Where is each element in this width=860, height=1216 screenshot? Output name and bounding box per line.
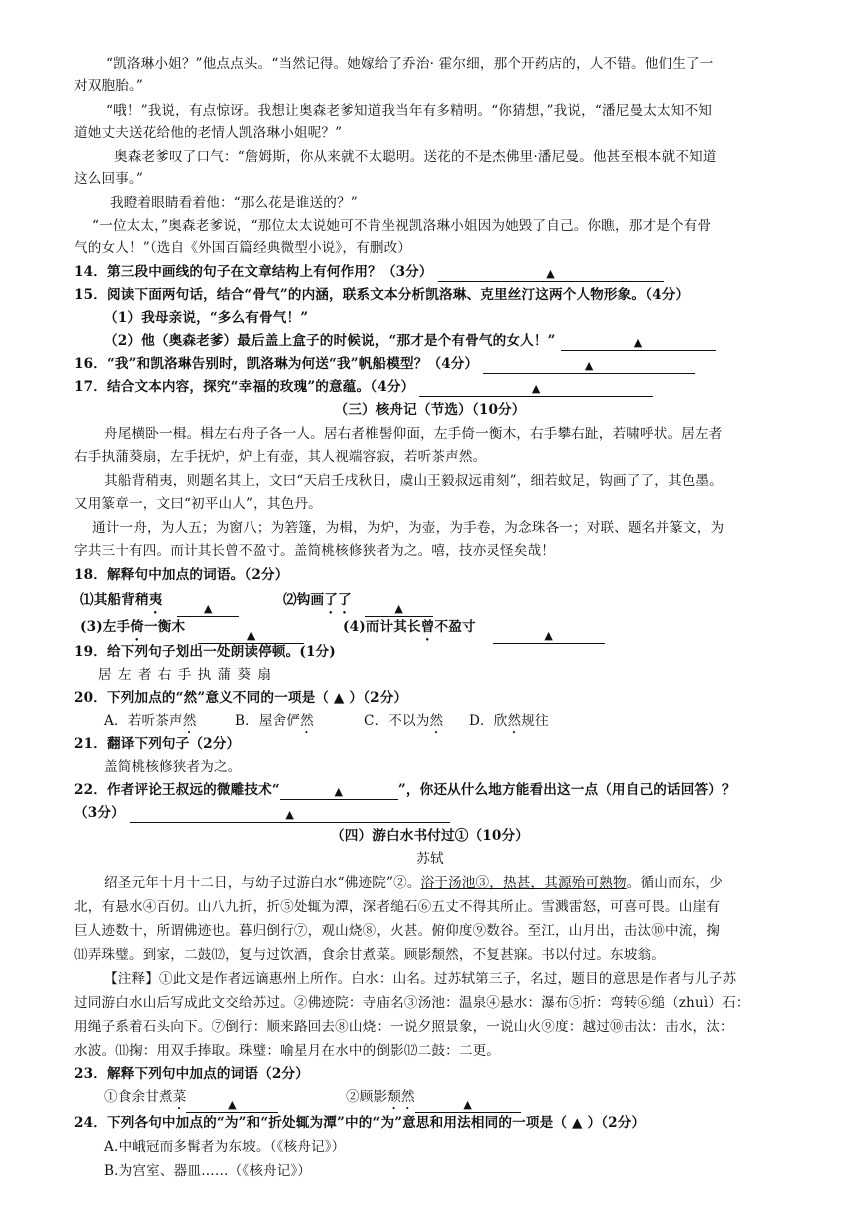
passage-line: “哦！”我说，有点惊讶。我想让奥森老爹知道我当年有多精明。“你猜想，”我说，“潘尼曼太太知不知 [106,103,712,119]
answer-blank[interactable]: ▲ [438,263,664,282]
answer-blank[interactable]: ▲ [186,1094,278,1113]
question-15: 15．阅读下面两句话，结合“骨气”的内涵，联系文本分析凯洛琳、克里丝汀这两个人物形象。（4分） [74,287,690,303]
passage-line: “凯洛琳小姐？”他点点头。“当然记得。她嫁给了乔治· 霍尔细，那个开药店的，人不错。他们生了一 [106,56,714,72]
question-19: 19．给下列句子划出一处朗读停顿。(1分) [74,644,336,660]
question-18-item-1: ⑴其船背稍夷 ▲ [80,590,239,617]
question-19-sentence: 居 左 者 右 手 执 蒲 葵 扇 [98,667,272,683]
question-23-item-2: ②顾影颓然 ▲ [346,1087,521,1113]
passage-line: 巨人迹数十，所谓佛迹也。暮归倒行⑦，观山烧⑧，火甚。俯仰度⑨数谷。至江，山月出，击汰⑩中流，掬 [74,923,720,939]
note-line: 水波。⑾掬：用双手捧取。珠璧：喻星月在水中的倒影⑿二鼓：二更。 [74,1043,501,1059]
answer-blank[interactable]: ▲ [419,378,653,397]
passage-line: 这么回事。” [74,171,144,187]
question-21: 21．翻译下列句子（2分） [74,736,241,752]
option-b[interactable]: B．屋舍俨然 [235,713,314,729]
passage-line: 我瞪着眼睛看着他：“那么花是谁送的？” [110,195,358,211]
option-c[interactable]: C．不以为然 [364,713,444,729]
passage-line: 北，有悬水④百仞。山八九折，折⑤处辄为潭，深者缒石⑥五丈不得其所止。雪溅雷怒，可喜可畏。山崖有 [74,899,720,915]
question-15-sentence-1: （1）我母亲说，“多么有骨气！” [104,310,309,326]
answer-blank[interactable]: ▲ [415,1094,521,1113]
passage-line: ⑾弄珠璧。到家，二鼓⑿，复与过饮酒，食余甘煮菜。顾影颓然，不复甚寐。书以付过。东坡翁。 [74,947,665,963]
passage-line: 气的女人！”（选自《外国百篇经典微型小说》，有删改） [74,240,412,256]
option-d[interactable]: D．欣然规往 [469,713,549,729]
passage-line: 其船背稍夷，则题名其上，文曰“天启壬戌秋日，虞山王毅叔远甫刻”，细若蚊足，钩画了了，其色墨。 [104,473,723,489]
question-18-item-3: (3)左手倚一衡木 ▲ [80,617,304,644]
underlined-sentence: 浴于汤池③，热甚，其源殆可熟物 [420,875,627,891]
question-15-sentence-2: （2）他（奥森老爹）最后盖上盒子的时候说，“那才是个有骨气的女人！” ▲ [104,331,716,351]
passage-line: 通计一舟，为人五；为窗八；为箬篷，为楫，为炉，为壶，为手卷，为念珠各一；对联、题名并篆文，为 [92,520,725,536]
question-21-sentence: 盖简桃核修狭者为之。 [104,759,242,775]
answer-blank[interactable]: ▲ [483,355,695,374]
question-24: 24．下列各句中加点的“为”和“折处辄为潭”中的“为”意思和用法相同的一项是（ ▲ ）（2分） [74,1115,646,1131]
question-23-item-1: ①食余甘煮菜 ▲ [104,1087,278,1113]
passage-line: “一位太太，”奥森老爹说，“那位太太说她可不肯坐视凯洛琳小姐因为她毁了自己。你瞧，那才是个有骨 [92,218,712,234]
question-18: 18．解释句中加点的词语。（2分） [74,567,289,583]
question-18-item-2: ⑵钩画了了 ▲ [283,590,433,617]
passage-line: 舟尾横卧一楫。楫左右舟子各一人。居右者椎髻仰面，左手倚一衡木，右手攀右趾，若啸呼状。居左者 [104,426,723,442]
answer-blank[interactable]: ▲ [365,598,433,617]
answer-blank[interactable]: ▲ [280,781,398,800]
answer-blank[interactable]: ▲ [493,625,605,644]
note-line: 用绳子系着石头向下。⑦倒行：顺来路回去⑧山烧：一说夕照景象，一说山火⑨度：越过⑩击汰：击水，汰： [74,1019,734,1035]
question-20: 20．下列加点的“然”意义不同的一项是（ ▲ ）（2分） [74,690,408,706]
passage-line: 字共三十有四。而计其长曾不盈寸。盖简桃核修狭者为之。嘻，技亦灵怪矣哉！ [74,543,556,559]
option-a[interactable]: A．若听茶声然 [104,713,197,729]
section-title: （三）核舟记（节选）（10分） [334,402,526,418]
passage-line: 绍圣元年十月十二日，与幼子过游白水“佛迹院”②。浴于汤池③，热甚，其源殆可熟物。循山而东，少 [104,875,723,891]
answer-blank[interactable]: ▲ [177,598,239,617]
question-16: 16．“我”和凯洛琳告别时，凯洛琳为何送“我”帆船模型？（4分） ▲ [74,354,695,374]
question-17: 17．结合文本内容，探究“幸福的玫瑰”的意蕴。（4分） ▲ [74,377,653,397]
author: 苏轼 [416,851,444,867]
question-14: 14．第三段中画线的句子在文章结构上有何作用？（3分） ▲ [74,262,664,282]
passage-line: 奥森老爹叹了口气：“詹姆斯，你从来就不太聪明。送花的不是杰佛里·潘尼曼。他甚至根本就不知道 [114,149,717,165]
answer-blank[interactable]: ▲ [561,332,716,351]
passage-line: 道她丈夫送花给他的老情人凯洛琳小姐呢？” [74,125,343,141]
question-23: 23．解释下列句中加点的词语（2分） [74,1066,309,1082]
question-22: 22．作者评论王叔远的微雕技术“ ▲ ”，你还从什么地方能看出这一点（用自己的话回答）？ [74,782,736,798]
option-a[interactable]: A.中峨冠而多髯者为东坡。（《核舟记》） [104,1139,346,1155]
question-18-item-4: (4)而计其长曾不盈寸 ▲ [343,617,605,644]
question-22-points: （3分） ▲ [74,803,450,823]
passage-line: 对双胞胎。” [74,78,144,94]
option-b[interactable]: B.为宫室、器皿……（《核舟记》） [104,1163,312,1179]
note-line: 过同游白水山后写成此文交给苏过。②佛迹院：寺庙名③汤池：温泉④悬水：瀑布⑤折：弯转⑥缒（zhuì）石： [74,995,750,1011]
answer-blank[interactable]: ▲ [130,804,450,823]
section-title: （四）游白水书付过①（10分） [331,828,529,844]
answer-blank[interactable]: ▲ [198,625,304,644]
note-line: 【注释】①此文是作者远谪惠州上所作。白水：山名。过苏轼第三子，名过，题目的意思是作者与儿子苏 [104,971,737,987]
passage-line: 右手执蒲葵扇，左手抚炉，炉上有壶，其人视端容寂，若听茶声然。 [74,449,487,465]
passage-line: 又用篆章一，文曰“初平山人”，其色丹。 [74,496,322,512]
